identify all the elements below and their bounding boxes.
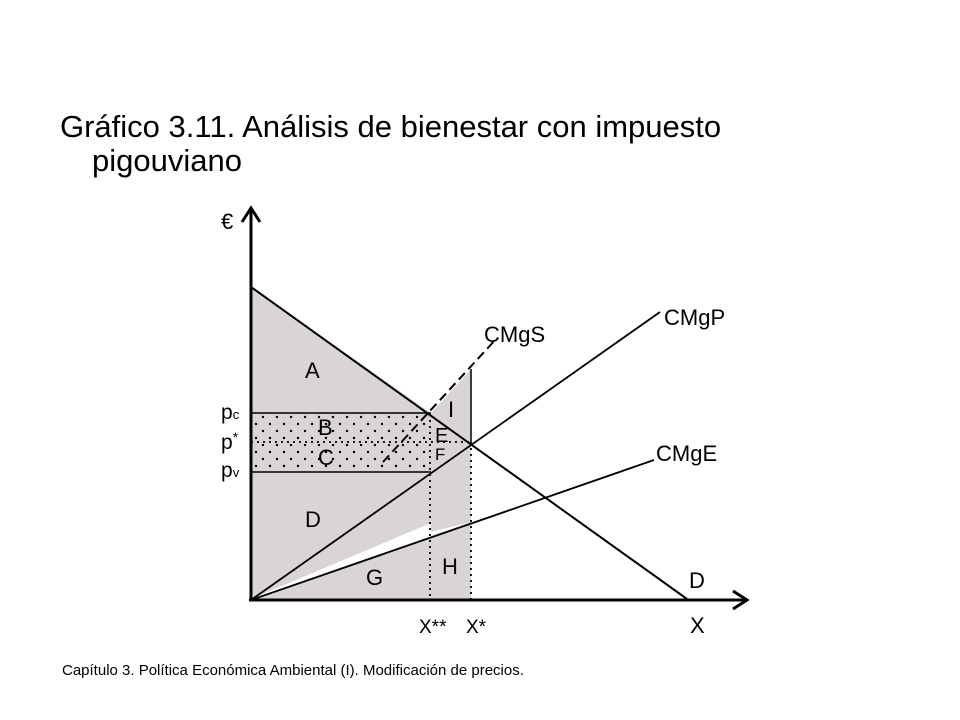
x-axis-label: X — [690, 613, 705, 638]
area-d-label: D — [305, 507, 321, 532]
pc-label-sub: c — [232, 407, 240, 422]
area-c-label: C — [318, 445, 334, 470]
cmgs-label: CMgS — [484, 322, 546, 347]
y-axis-label: € — [221, 209, 234, 234]
pstar-label-sup: * — [232, 429, 239, 445]
pc-label-base: p — [221, 401, 233, 424]
area-h-label: H — [442, 554, 458, 579]
demand-label: D — [689, 568, 705, 593]
pv-label — [221, 459, 240, 482]
title-line-1: Gráfico 3.11. Análisis de bienestar con impuesto — [60, 109, 722, 144]
area-a-label: A — [305, 358, 320, 383]
area-f-label: F — [435, 445, 446, 464]
area-i-label: I — [448, 397, 455, 422]
pv-label-sub: v — [232, 465, 240, 480]
area-c-dots — [252, 444, 430, 472]
area-b-dots — [252, 414, 430, 442]
x2-label: X** — [419, 617, 447, 638]
pstar-label-base: p — [221, 431, 233, 454]
area-b-label: B — [318, 415, 333, 440]
pv-label-base: p — [221, 459, 233, 482]
cmge-label: CMgE — [656, 441, 718, 466]
x1-label: X* — [466, 617, 487, 638]
footer-caption: Capítulo 3. Política Económica Ambiental (I). Modificación de precios. — [62, 662, 524, 679]
title-line-2: pigouviano — [92, 143, 242, 178]
cmgp-label: CMgP — [664, 305, 726, 330]
area-e-label: E — [435, 425, 449, 447]
pc-label — [221, 401, 240, 424]
area-g-label: G — [366, 565, 384, 590]
pstar-label — [221, 429, 239, 454]
